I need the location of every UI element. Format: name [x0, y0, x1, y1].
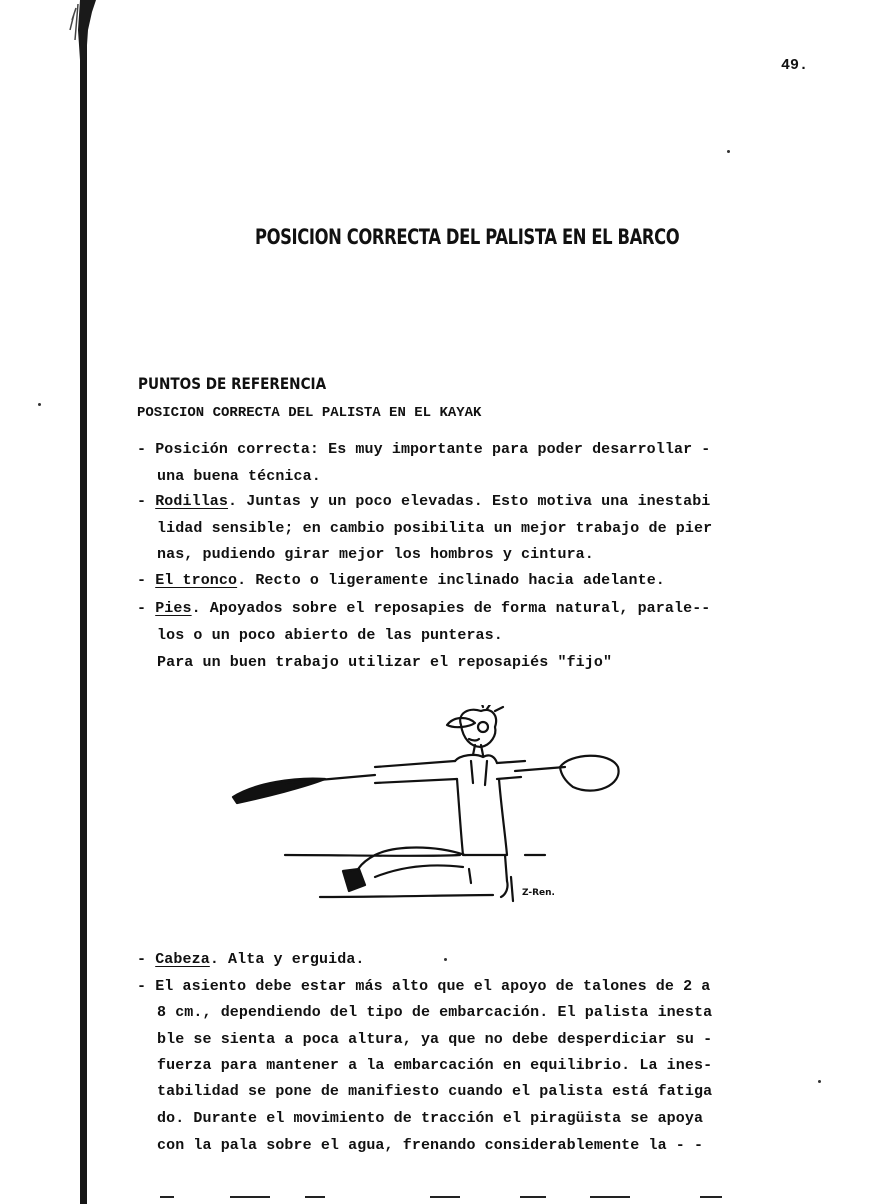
list-dash: -	[137, 493, 156, 510]
list-item-pies	[137, 600, 710, 617]
foot	[343, 869, 365, 891]
scan-speck	[818, 1080, 821, 1083]
text-line: los o un poco abierto de las punteras.	[157, 627, 503, 644]
list-item-rodillas	[137, 493, 710, 510]
list-dash: -	[137, 951, 156, 968]
page-title: POSICION CORRECTA DEL PALISTA EN EL BARCO	[255, 225, 680, 249]
paddle-blade-left	[233, 779, 325, 803]
text-line: fuerza para mantener a la embarcación en equilibrio. La ines-	[157, 1057, 713, 1074]
text-line: una buena técnica.	[157, 468, 321, 485]
list-item-cabeza	[137, 951, 365, 968]
text-line: - El asiento debe estar más alto que el apoyo de talones de 2 a	[137, 978, 711, 995]
list-dash: -	[137, 600, 156, 617]
list-item-tronco	[137, 572, 665, 589]
scan-speck	[38, 403, 41, 406]
cropped-bottom-line	[0, 1195, 869, 1198]
paddler-illustration	[225, 705, 635, 915]
text-line: 8 cm., dependiendo del tipo de embarcación. El palista inesta	[157, 1004, 713, 1021]
item-text: . Alta y erguida.	[209, 951, 365, 968]
text-line: tabilidad se pone de manifiesto cuando el palista está fatiga	[157, 1083, 713, 1100]
text-line: ble se sienta a poca altura, ya que no debe desperdiciar su -	[157, 1031, 713, 1048]
section-subheading: POSICION CORRECTA DEL PALISTA EN EL KAYAK	[137, 405, 482, 421]
binding-smudge	[66, 0, 100, 60]
text-line: con la pala sobre el agua, frenando considerablemente la - -	[157, 1137, 704, 1154]
text-line: Para un buen trabajo utilizar el reposapiés "fijo"	[157, 654, 613, 671]
binding-edge	[80, 0, 87, 1204]
item-text: . Recto o ligeramente inclinado hacia adelante.	[237, 572, 665, 589]
item-text: . Juntas y un poco elevadas. Esto motiva una inestabi	[228, 493, 711, 510]
term-rodillas: Rodillas	[155, 493, 229, 510]
section-heading: PUNTOS DE REFERENCIA	[138, 374, 327, 393]
scan-speck	[444, 958, 447, 961]
artist-signature: Z-Ren.	[522, 888, 555, 898]
scan-speck	[727, 150, 730, 153]
text-line: - Posición correcta: Es muy importante para poder desarrollar -	[137, 441, 711, 458]
item-text: . Apoyados sobre el reposapies de forma natural, parale--	[191, 600, 711, 617]
text-line: lidad sensible; en cambio posibilita un mejor trabajo de pier	[157, 520, 713, 537]
page-number: 49.	[781, 57, 809, 74]
term-tronco: El tronco	[155, 572, 238, 589]
list-dash: -	[137, 572, 156, 589]
text-line: nas, pudiendo girar mejor los hombros y cintura.	[157, 546, 594, 563]
term-cabeza: Cabeza	[155, 951, 210, 968]
term-pies: Pies	[155, 600, 192, 617]
text-line: do. Durante el movimiento de tracción el piragüista se apoya	[157, 1110, 704, 1127]
paddle-blade-right	[560, 756, 619, 791]
